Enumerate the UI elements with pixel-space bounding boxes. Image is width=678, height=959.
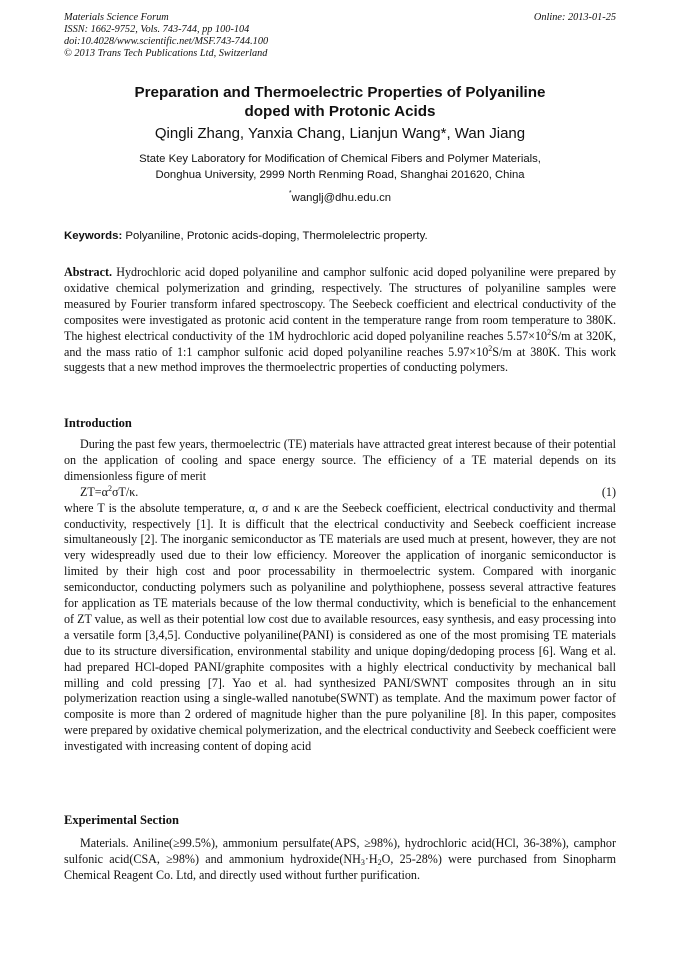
journal-name: Materials Science Forum <box>64 12 169 23</box>
exponent-1: 2 <box>547 327 552 337</box>
equation-exponent: 2 <box>107 483 112 493</box>
introduction-body <box>64 437 616 755</box>
abstract <box>64 265 616 376</box>
experimental-paragraph <box>64 836 616 884</box>
exponent-2: 2 <box>488 343 493 353</box>
doi-line: doi:10.4028/www.scientific.net/MSF.743-744.100 <box>64 36 269 47</box>
experimental-text-3: O, 25-28%) were purchased from Sinopharm Chemical Reagent Co. Ltd, and directly used without further purification. <box>64 851 616 882</box>
abstract-text-3: S/m at 380K. This work suggests that a new method improves the thermoelectric properties of conducting polymers. <box>64 344 616 375</box>
intro-paragraph-1: During the past few years, thermoelectric (TE) materials have attracted great interest because of their potential on the application of cooling and space energy source. The efficiency of a TE material depends on its dimensionless figure of merit <box>64 437 616 483</box>
abstract-label: Abstract. <box>64 265 113 279</box>
keywords-label: Keywords: <box>64 230 123 242</box>
issn-line: ISSN: 1662-9752, Vols. 743-744, pp 100-104 <box>64 24 250 35</box>
title-line-2: doped with Protonic Acids <box>244 103 436 120</box>
email-address: wanglj@dhu.edu.cn <box>291 192 392 204</box>
corresponding-mark: * <box>288 190 292 197</box>
equation-number: (1) <box>601 484 616 499</box>
copyright-line: © 2013 Trans Tech Publications Ltd, Switzerland <box>64 48 268 59</box>
keywords-text: Polyaniline, Protonic acids-doping, Thermolelectric property. <box>122 230 428 242</box>
equation-formula <box>80 485 138 501</box>
author-list: Qingli Zhang, Yanxia Chang, Lianjun Wang*, Wan Jiang <box>154 125 526 142</box>
equation-part-b: σT/κ. <box>111 484 139 499</box>
section-heading-introduction: Introduction <box>64 416 132 430</box>
keywords <box>64 229 616 244</box>
equation-1 <box>64 485 616 501</box>
affiliation-line-1: State Key Laboratory for Modification of Chemical Fibers and Polymer Materials, <box>139 153 541 165</box>
title-line-1: Preparation and Thermoelectric Properties of Polyaniline <box>134 84 546 101</box>
section-heading-experimental: Experimental Section <box>64 813 179 827</box>
experimental-body <box>64 836 616 884</box>
paper-title <box>64 83 616 121</box>
affiliation-line-2: Donghua University, 2999 North Renming Road, Shanghai 201620, China <box>155 169 525 181</box>
affiliation <box>64 151 616 183</box>
experimental-text-1: Materials. Aniline(≥99.5%), ammonium persulfate(APS, ≥98%), hydrochloric acid(HCl, 36-38%), camphor sulfonic acid(CSA, ≥98%) and ammonium hydroxide(NH <box>64 836 616 866</box>
online-date: Online: 2013-01-25 <box>533 12 616 23</box>
journal-header <box>64 12 616 60</box>
subscript-1: 3 <box>360 857 365 867</box>
abstract-text-1: Hydrochloric acid doped polyaniline and camphor sulfonic acid doped polyaniline were prepared by oxidative chemical polymerization and grinding, respectively. The structures of polyaniline samples were measured by Fourier transform infared spectroscopy. The Seebeck coefficient and electrical conductivity of the composites were investigated as protonic acid content in the temperature range from room temperature to 380K. The highest electrical conductivity of the 1M hydrochloric acid doped polyaniline reaches 5.57×10 <box>64 265 616 343</box>
subscript-2: 2 <box>377 857 382 867</box>
equation-part-a: ZT=α <box>80 484 108 499</box>
corresponding-email <box>64 186 616 206</box>
intro-paragraph-2: where T is the absolute temperature, α, σ and κ are the Seebeck coefficient, electrical conductivity and thermal conductivity, respectively [1]. It is difficult that the electrical conductivity and Seebeck coefficient increase simultaneously [2]. The inorganic semiconductor as TE materials are used much at present, however, they are not very widespreadly used due to their low efficiency. Moreover the application of inorganic semiconductor is limited by their high cost and poor processability in thermoelectric system. Compared with inorganic semiconductor, conducting polymers such as polyaniline and polythiophene, possess several attractive features for application as TE materials because of the low thermal conductivity, which is beneficial to the enhancement of ZT value, as well as their potential low cost due to available resources, easy synthesis, and easy processing into a versatile form [3,4,5]. Conductive polyaniline(PANI) is considered as one of the most promising TE materials due to its structure diversification, environmental stability and unique doping/dedoping process [6]. Wang et al. had prepared HCl-doped PANI/graphite composites with a highly electrical conductivity by mechanical ball milling and cold pressing [7]. Yao et al. had synthesized PANI/SWNT composites through an in situ polymerization reaction using a single-walled nanotube(SWNT) as template. And the maximum power factor of composite is more than 2 ordered of magnitude higher than the pure polyaniline [8]. In this paper, composites were prepared by oxidative chemical polymerization, and the electrical conductivity and Seebeck coefficient were investigated with increasing content of doping acid <box>64 500 616 754</box>
experimental-text-2: ·H <box>364 851 378 866</box>
abstract-text-2: S/m at 320K, and the mass ratio of 1:1 camphor sulfonic acid doped polyaniline reaches 5.97×10 <box>64 328 616 359</box>
